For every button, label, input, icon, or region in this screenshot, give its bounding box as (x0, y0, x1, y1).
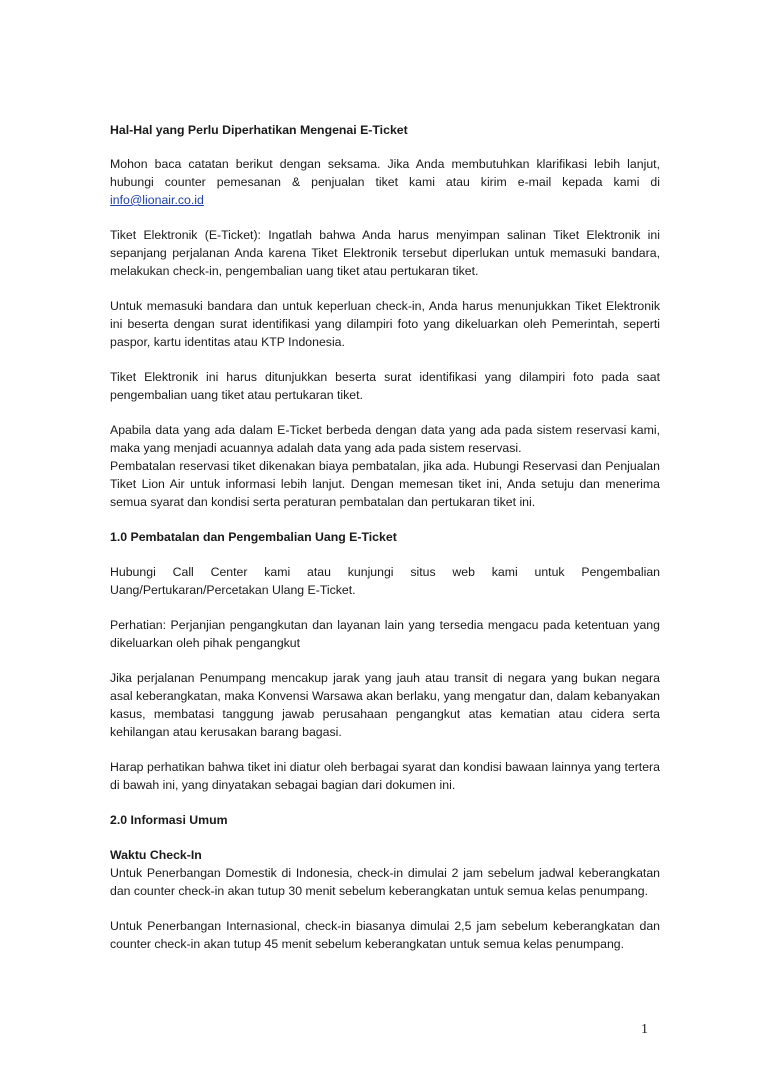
paragraph-warsaw-convention: Jika perjalanan Penumpang mencakup jarak yang jauh atau transit di negara yang bukan negara asal keberangkatan, maka Konvensi Warsawa akan berlaku, yang mengatur dan, dalam kebanyakan kasus, membatasi tanggung jawab perusahaan pengangkut atas kematian atau cidera serta kehilangan atau kerusakan barang bagasi. (110, 671, 660, 739)
paragraph-refund-id: Tiket Elektronik ini harus ditunjukkan beserta surat identifikasi yang dilampiri foto pada saat pengembalian uang tiket atau pertukaran tiket. (110, 370, 660, 402)
paragraph-cancellation-fee: Pembatalan reservasi tiket dikenakan biaya pembatalan, jika ada. Hubungi Reservasi dan Penjualan Tiket Lion Air untuk informasi lebih lanjut. Dengan memesan tiket ini, Anda setuju dan menerima semua syarat dan kondisi serta peraturan pembatalan dan pertukaran tiket ini. (110, 459, 660, 509)
paragraph-domestic-check-in: Untuk Penerbangan Domestik di Indonesia, check-in dimulai 2 jam sebelum jadwal keberangkatan dan counter check-in akan tutup 30 menit sebelum keberangkatan untuk semua kelas penumpang. (110, 866, 660, 898)
email-link[interactable]: info@lionair.co.id (110, 193, 204, 207)
check-in-time-heading: Waktu Check-In (110, 848, 202, 862)
page-number: 1 (641, 1022, 648, 1037)
paragraph-call-center: Hubungi Call Center kami atau kunjungi situs web kami untuk Pengembalian Uang/Pertukaran/Percetakan Ulang E-Ticket. (110, 565, 660, 597)
intro-paragraph (110, 155, 660, 209)
paragraph-conditions: Harap perhatikan bahwa tiket ini diatur oleh berbagai syarat dan kondisi bawaan lainnya yang tertera di bawah ini, yang dinyatakan sebagai bagian dari dokumen ini. (110, 760, 660, 792)
paragraph-airport-entry: Untuk memasuki bandara dan untuk keperluan check-in, Anda harus menunjukkan Tiket Elektronik ini beserta dengan surat identifikasi yang dilampiri foto yang dikeluarkan oleh Pemerintah, seperti paspor, kartu identitas atau KTP Indonesia. (110, 299, 660, 349)
document-page (110, 121, 660, 953)
paragraph-e-ticket: Tiket Elektronik (E-Ticket): Ingatlah bahwa Anda harus menyimpan salinan Tiket Elektronik ini sepanjang perjalanan Anda karena Tiket Elektronik tersebut diperlukan untuk memasuki bandara, melakukan check-in, pengembalian uang tiket atau pertukaran tiket. (110, 228, 660, 278)
document-title: Hal-Hal yang Perlu Diperhatikan Mengenai E-Ticket (110, 123, 408, 137)
paragraph-data-mismatch: Apabila data yang ada dalam E-Ticket berbeda dengan data yang ada pada sistem reservasi kami, maka yang menjadi acuannya adalah data yang ada pada sistem reservasi. (110, 423, 660, 455)
paragraph-attention: Perhatian: Perjanjian pengangkutan dan layanan lain yang tersedia mengacu pada ketentuan yang dikeluarkan oleh pihak pengangkut (110, 618, 660, 650)
section-2-heading: 2.0 Informasi Umum (110, 813, 228, 827)
paragraph-international-check-in: Untuk Penerbangan Internasional, check-in biasanya dimulai 2,5 jam sebelum keberangkatan dan counter check-in akan tutup 45 menit sebelum keberangkatan untuk semua kelas penumpang. (110, 919, 660, 951)
intro-text: Mohon baca catatan berikut dengan seksama. Jika Anda membutuhkan klarifikasi lebih lanjut, hubungi counter pemesanan & penjualan tiket kami atau kirim e-mail kepada kami di (110, 157, 660, 189)
section-1-heading: 1.0 Pembatalan dan Pengembalian Uang E-Ticket (110, 530, 397, 544)
